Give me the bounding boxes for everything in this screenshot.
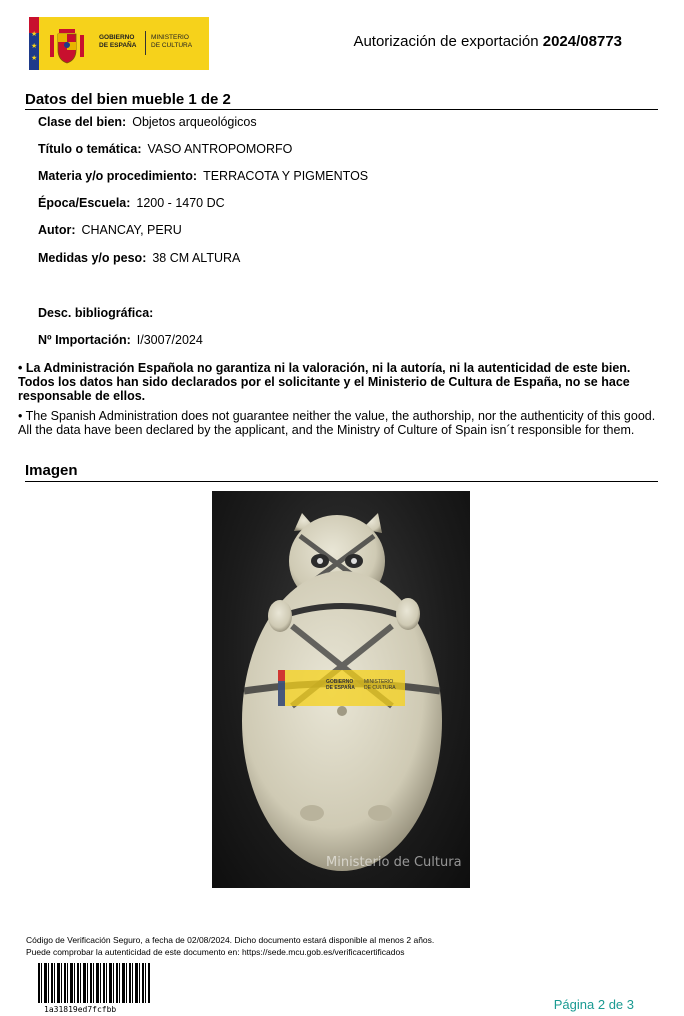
field-import-number (38, 333, 203, 347)
field-material (38, 169, 368, 183)
watermark-text: Ministerio de Cultura (326, 855, 462, 870)
watermark-gov-line2: DE ESPAÑA (326, 685, 355, 691)
field-import-label: Nº Importación: (38, 333, 131, 347)
field-epoch-label: Época/Escuela: (38, 196, 131, 210)
field-author (38, 223, 182, 237)
authorization-title (353, 33, 622, 50)
field-epoch-value: 1200 - 1470 DC (136, 196, 225, 210)
verification-line: Código de Verificación Seguro, a fecha de 02/08/2024. Dicho documento estará disponible al menos 2 años. (26, 935, 435, 945)
notice-english: • The Spanish Administration does not guarantee neither the value, the authorship, nor the authenticity of this good. All the data have been declared by the applicant, and the Ministry of Culture of Spain isn´t responsible for them. (18, 409, 656, 437)
barcode (38, 963, 150, 1003)
barcode-code: 1a31819ed7fcfbb (44, 1005, 117, 1014)
watermark-ministry-line2: DE CULTURA (364, 685, 396, 691)
notice-spanish: • La Administración Española no garantiza ni la valoración, ni la autoría, ni la autenticidad de este bien. Todos los datos han sido declarados por el solicitante y el Ministerio de Cultura de España, no se hace responsable de ellos. (18, 361, 631, 403)
authorization-prefix: Autorización de exportación (353, 33, 539, 50)
field-bibliography-label: Desc. bibliográfica: (38, 306, 154, 320)
field-title-label: Título o temática: (38, 142, 142, 156)
logo-gov-line2: DE ESPAÑA (99, 41, 137, 49)
watermark-ministry-text (364, 679, 396, 691)
field-bibliography (38, 306, 159, 320)
image-section-rule (25, 481, 658, 482)
field-import-value: I/3007/2024 (136, 333, 203, 347)
image-section-title: Imagen (25, 462, 78, 479)
field-measures (38, 251, 240, 265)
field-author-value: CHANCAY, PERU (81, 223, 182, 237)
watermark-ministry-line1: MINISTERIO (364, 679, 394, 685)
field-author-label: Autor: (38, 223, 76, 237)
field-class-label: Clase del bien: (38, 115, 127, 129)
logo-ministry-line2: DE CULTURA (151, 41, 193, 49)
coat-of-arms-icon (47, 23, 87, 65)
field-measures-value: 38 CM ALTURA (152, 251, 241, 265)
field-title-value: VASO ANTROPOMORFO (147, 142, 293, 156)
field-epoch (38, 196, 225, 210)
field-title (38, 142, 292, 156)
field-class-value: Objetos arqueológicos (132, 115, 257, 129)
logo-ministry-text (151, 34, 201, 49)
watermark-gov-text (326, 679, 355, 691)
authorization-number: 2024/08773 (542, 33, 622, 50)
field-material-value: TERRACOTA Y PIGMENTOS (203, 169, 369, 183)
field-material-label: Materia y/o procedimiento: (38, 169, 198, 183)
page-number: Página 2 de 3 (553, 997, 634, 1012)
field-measures-label: Medidas y/o peso: (38, 251, 147, 265)
flag-strip: ★ ★ ★ (29, 17, 39, 70)
logo-government-text (99, 34, 141, 49)
goods-section-title: Datos del bien mueble 1 de 2 (25, 91, 231, 108)
government-logo (29, 17, 209, 70)
field-class (38, 115, 257, 129)
watermark-logo-banner (278, 670, 405, 706)
watermark-flag-strip (278, 670, 285, 706)
logo-divider (145, 31, 146, 55)
logo-gov-line1: GOBIERNO (99, 34, 135, 41)
verification-url-line: Puede comprobar la autenticidad de este documento en: https://sede.mcu.gob.es/verificacertificados (26, 947, 405, 957)
goods-section-rule (25, 109, 658, 110)
watermark-gov-line1: GOBIERNO (326, 679, 354, 685)
logo-ministry-line1: MINISTERIO (151, 34, 189, 41)
artifact-photo (212, 491, 470, 888)
